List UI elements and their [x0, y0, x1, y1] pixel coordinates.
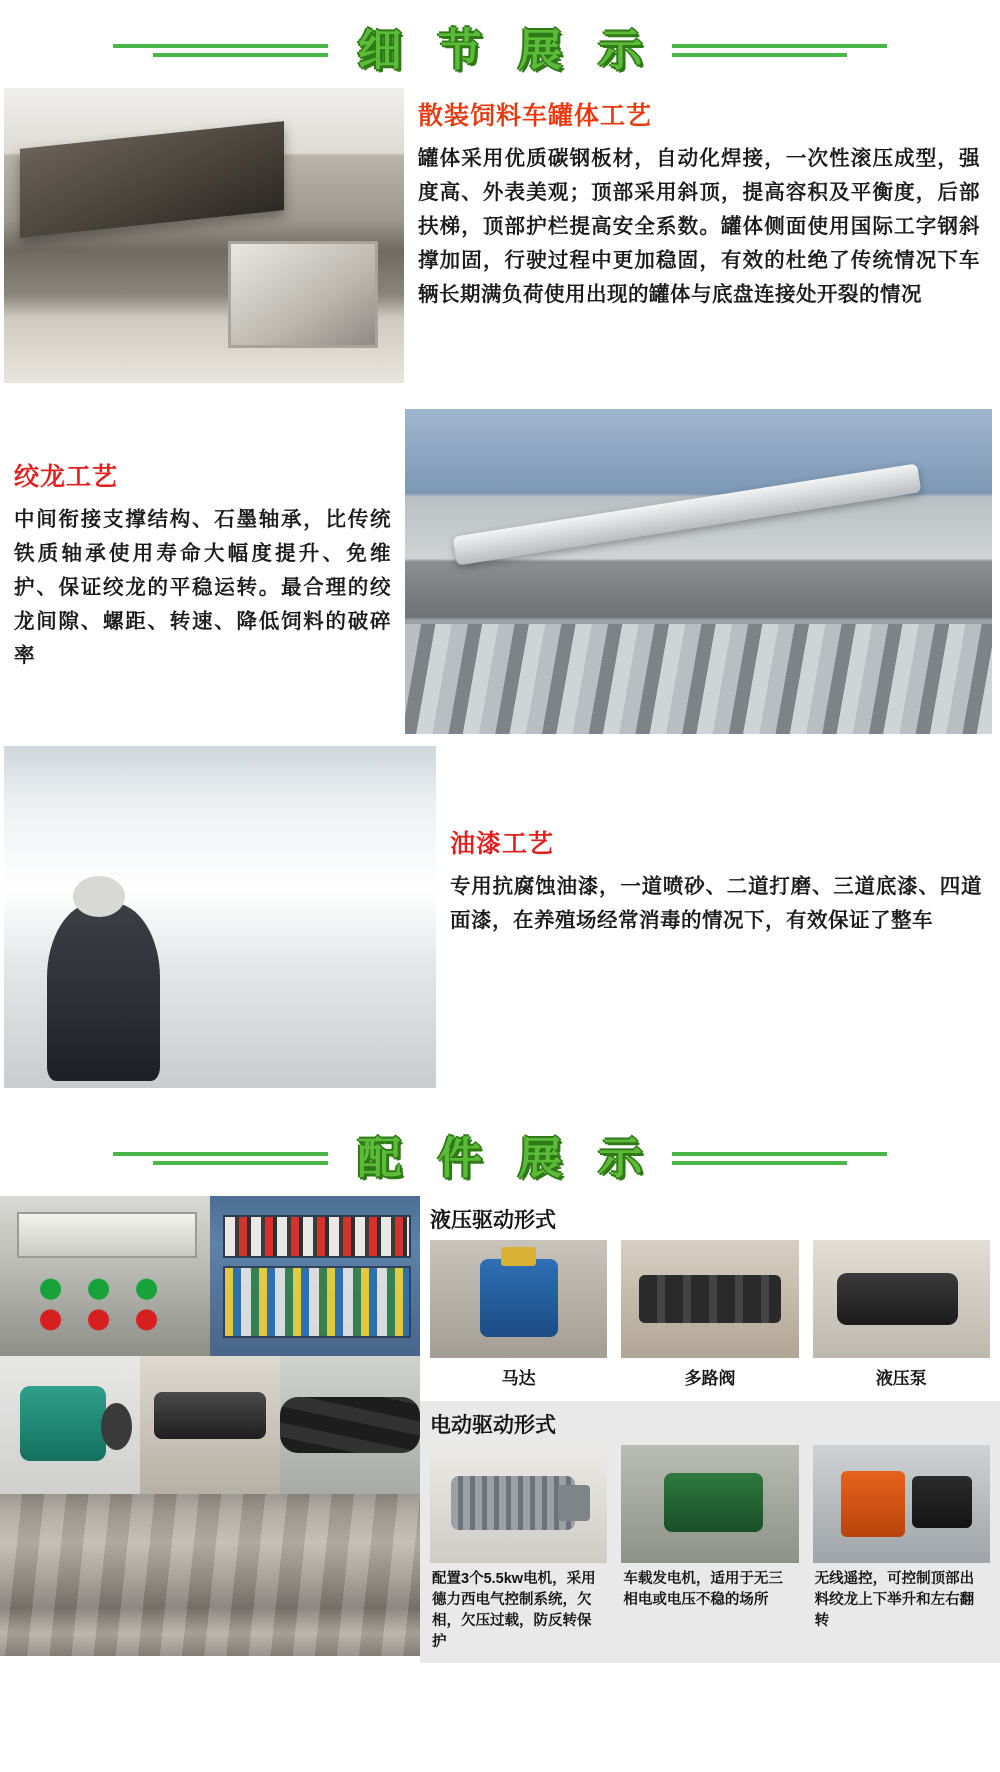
painting-worker-photo [4, 746, 436, 1088]
hydraulic-motor-photo [430, 1240, 607, 1358]
electric-section [420, 1401, 1000, 1663]
paint-title: 油漆工艺 [450, 830, 555, 858]
parts-right-column [420, 1196, 1000, 1663]
auger-text-column [0, 409, 405, 734]
auger-title: 绞龙工艺 [14, 463, 119, 491]
electric-card [621, 1445, 798, 1653]
details-section-title: 细 节 展 示 [357, 26, 655, 75]
tank-welding-photo [4, 88, 404, 383]
multi-way-valve-photo [621, 1240, 798, 1358]
electric-heading: 电动驱动形式 [430, 1414, 556, 1437]
paint-text-column [436, 746, 996, 1088]
parts-gallery [0, 1196, 1000, 1663]
detail-block-paint [0, 746, 1000, 1088]
hydraulic-heading: 液压驱动形式 [430, 1209, 556, 1232]
hydraulic-card [621, 1240, 798, 1389]
hydraulic-cards [420, 1240, 1000, 1389]
multi-way-valve-caption: 多路阀 [684, 1369, 736, 1388]
electric-motor-caption: 配置3个5.5kw电机，采用德力西电气控制系统，欠相，欠压过载，防反转保护 [432, 1571, 596, 1650]
parts-section-header [0, 1088, 1000, 1196]
hydraulic-pump-photo [813, 1240, 990, 1358]
hydraulic-motor-caption: 马达 [501, 1369, 536, 1388]
parts-left-collage [0, 1196, 420, 1663]
control-panel-photo [0, 1196, 210, 1356]
left-rule-decoration [113, 44, 328, 48]
electrical-cabinet-photo [210, 1196, 420, 1356]
detail-block-tank [0, 88, 1000, 383]
right-rule-decoration-2 [672, 1152, 887, 1156]
hydraulic-card [430, 1240, 607, 1389]
electric-card [813, 1445, 990, 1653]
hydraulic-hose-photo [280, 1356, 420, 1494]
left-rule-decoration-2 [113, 1152, 328, 1156]
detail-block-auger [0, 409, 1000, 734]
wireless-remote-photo [813, 1445, 990, 1563]
electric-cards [420, 1445, 1000, 1653]
hydraulic-card [813, 1240, 990, 1389]
onboard-generator-photo [621, 1445, 798, 1563]
auger-screw-photo [405, 409, 992, 734]
auger-body: 中间衔接支撑结构、石墨轴承，比传统铁质轴承使用寿命大幅度提升、免维护、保证绞龙的平稳运转。最合理的绞龙间隙、螺距、转速、降低饲料的破碎率 [14, 508, 391, 667]
tank-text-column [404, 88, 994, 383]
electric-card [430, 1445, 607, 1653]
right-rule-decoration [672, 44, 887, 48]
valve-block-photo [140, 1356, 280, 1494]
paint-body: 专用抗腐蚀油漆，一道喷砂、二道打磨、三道底漆、四道面漆，在养殖场经常消毒的情况下，有效保证了整车 [450, 875, 982, 932]
details-section-header [0, 0, 1000, 88]
electric-motor-photo [430, 1445, 607, 1563]
hydraulic-pump-caption: 液压泵 [875, 1369, 927, 1388]
tank-body: 罐体采用优质碳钢板材，自动化焊接，一次性滚压成型，强度高、外表美观；顶部采用斜顶，提高容积及平衡度，后部扶梯，顶部护栏提高安全系数。罐体侧面使用国际工字钢斜撑加固，行驶过程中更加稳固，有效的杜绝了传统情况下车辆长期满负荷使用出现的罐体与底盘连接处开裂的情况 [418, 147, 980, 306]
steel-plate-photo [0, 1494, 420, 1656]
parts-section-title: 配 件 展 示 [357, 1134, 655, 1183]
wireless-remote-caption: 无线遥控，可控制顶部出料绞龙上下举升和左右翻转 [814, 1571, 975, 1629]
generator-photo [0, 1356, 140, 1494]
onboard-generator-caption: 车载发电机，适用于无三相电或电压不稳的场所 [623, 1571, 783, 1608]
tank-title: 散装饲料车罐体工艺 [418, 102, 653, 130]
